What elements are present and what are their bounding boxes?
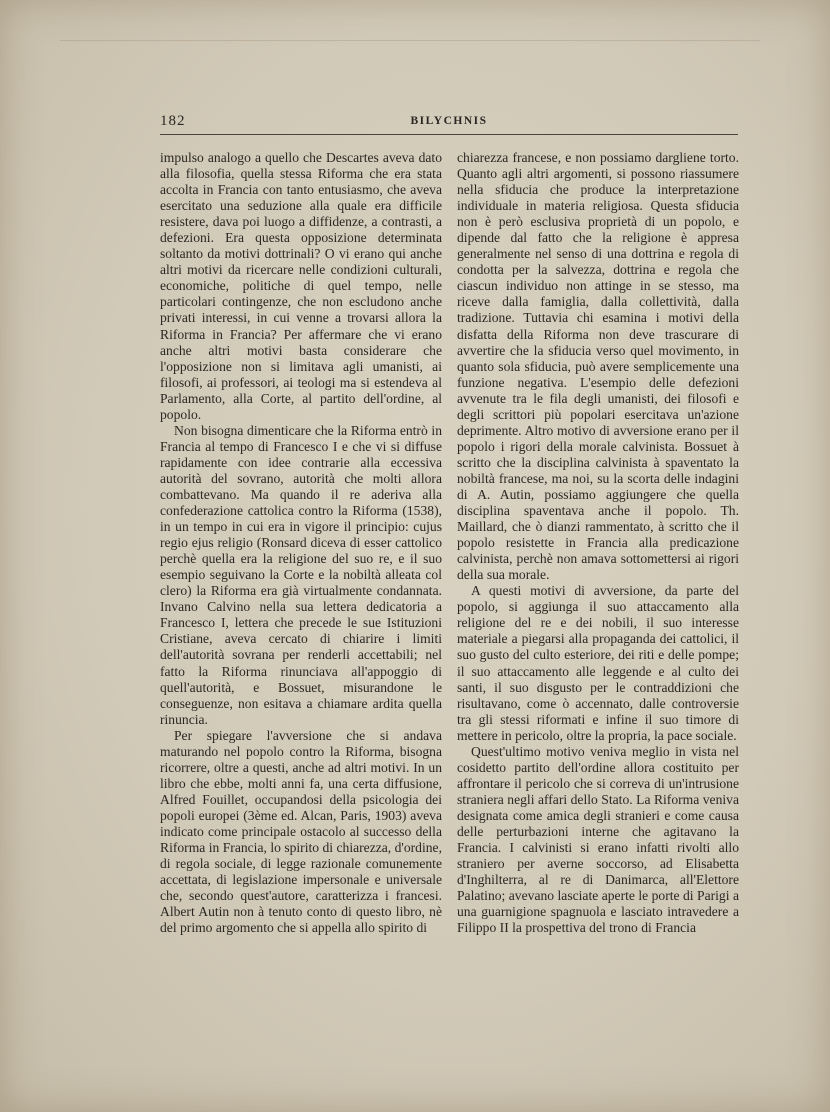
- right-paragraph-3: Quest'ultimo motivo veniva meglio in vista nel cosidetto partito dell'ordine allora costituito per affrontare il pericolo che si correva di un'intrusione straniera negli affari dello Stato. La Riforma veniva designata come amica degli stranieri e come causa delle perturbazioni interne che agitavano la Francia. I calvinisti si erano infatti rivolti allo straniero per averne soccorso, ad Elisabetta d'Inghilterra, al re di Danimarca, all'Elettore Palatino; avevano lasciate aperte le porte di Parigi a una guarnigione spagnuola e lasciato intravedere a Filippo II la prospettiva del trono di Francia: [457, 743, 739, 936]
- left-column: [160, 150, 442, 936]
- journal-title: BILYCHNIS: [410, 115, 488, 127]
- left-paragraph-1: impulso analogo a quello che Descartes aveva dato alla filosofia, quella stessa Riforma che era stata accolta in Francia con tanto entusiasmo, che aveva esercitato una seduzione alla quale era difficile resistere, dava poi luogo a diffidenze, a contrasti, a defezioni. Era questa opposizione determinata soltanto da motivi dottrinali? O vi erano qui anche altri motivi da ricercare nelle condizioni culturali, economiche, politiche di quel tempo, nelle particolari contingenze, che non escludono anche privati interessi, in cui venne a trovarsi allora la Riforma in Francia? Per affermare che vi erano anche altri motivi basta considerare che l'opposizione non si limitava agli umanisti, ai filosofi, ai professori, ai teologi ma si estendeva al Parlamento, alla Corte, al partito dell'ordine, al popolo.: [160, 150, 442, 422]
- left-paragraph-2: Non bisogna dimenticare che la Riforma entrò in Francia al tempo di Francesco I e che vi si diffuse rapidamente con idee contrarie alla eccessiva autorità del sovrano, autorità che molti allora combattevano. Ma quando il re aderiva alla confederazione cattolica contro la Riforma (1538), in un tempo in cui era in vigore il principio: cujus regio ejus religio (Ronsard diceva di esser cattolico perchè quella era la religione del suo re, e il suo esempio seguivano la Corte e la nobiltà alleata col clero) la Riforma era già virtualmente condannata. Invano Calvino nella sua lettera dedicatoria a Francesco I, lettera che precede le sue Istituzioni Cristiane, aveva cercato di chiarire i limiti dell'autorità sovrana per renderli accettabili; nel fatto la Riforma rinunciava all'appoggio di quell'autorità, e Bossuet, misurandone le conseguenze, non esitava a chiamare ardita quella rinuncia.: [160, 422, 442, 727]
- right-paragraph-1: chiarezza francese, e non possiamo dargliene torto. Quanto agli altri argomenti, si possono riassumere nella sfiducia che produce la interpretazione individuale in materia religiosa. Questa sfiducia non è però esclusiva proprietà di un popolo, e dipende dal fatto che la religione è appresa generalmente nel senso di una dottrina e regola di condotta per la salvezza, dottrina e regola che ciascun individuo non attinge in se stesso, ma riceve dalla famiglia, dalla collettività, dalla tradizione. Tuttavia chi esamina i motivi della disfatta della Riforma non deve trascurare di avvertire che la sfiducia verso quel movimento, in quanto sola sfiducia, può avere semplicemente una funzione negativa. L'esempio delle defezioni avvenute tra le fila degli umanisti, dei filosofi e degli scrittori più popolari esercitava un'azione deprimente. Altro motivo di avversione erano per il popolo i rigori della morale calvinista. Bossuet à scritto che la disciplina calvinista à spaventato la nobiltà francese, ma noi, su la scorta delle indagini di A. Autin, possiamo aggiungere che quella disciplina spaventava anche il popolo. Th. Maillard, che ò dianzi rammentato, à scritto che il popolo resistette in Francia alla predicazione calvinista, perchè non amava sottomettersi ai rigori della sua morale.: [457, 150, 739, 583]
- right-column: [457, 150, 739, 936]
- header-rule: [160, 134, 738, 135]
- running-header: [160, 113, 738, 133]
- right-paragraph-2: A questi motivi di avversione, da parte del popolo, si aggiunga il suo attaccamento alla religione del re e dei nobili, il suo interesse materiale a piegarsi alla propaganda dei cattolici, il suo gusto del culto esteriore, dei riti e delle pompe; il suo attaccamento alle leggende e al culto dei santi, il suo disgusto per le contraddizioni che risultavano, come ò accennato, dalle controversie tra gli stessi riformati e infine il suo timore di mettere in pericolo, oltre la propria, la pace sociale.: [457, 583, 739, 743]
- page-number: 182: [160, 113, 186, 129]
- left-paragraph-3: Per spiegare l'avversione che si andava maturando nel popolo contro la Riforma, bisogna ricorrere, oltre a questi, anche ad altri motivi. In un libro che ebbe, molti anni fa, una certa diffusione, Alfred Fouillet, occupandosi della psicologia dei popoli europei (3ème ed. Alcan, Paris, 1903) aveva indicato come principale ostacolo al successo della Riforma in Francia, lo spirito di chiarezza, d'ordine, di regola sociale, di legge razionale comunemente accettata, di legislazione impersonale e universale che, secondo quest'autore, caratterizza i francesi. Albert Autin non à tenuto conto di questo libro, nè del primo argomento che si appella allo spirito di: [160, 727, 442, 936]
- page-crease: [60, 0, 760, 41]
